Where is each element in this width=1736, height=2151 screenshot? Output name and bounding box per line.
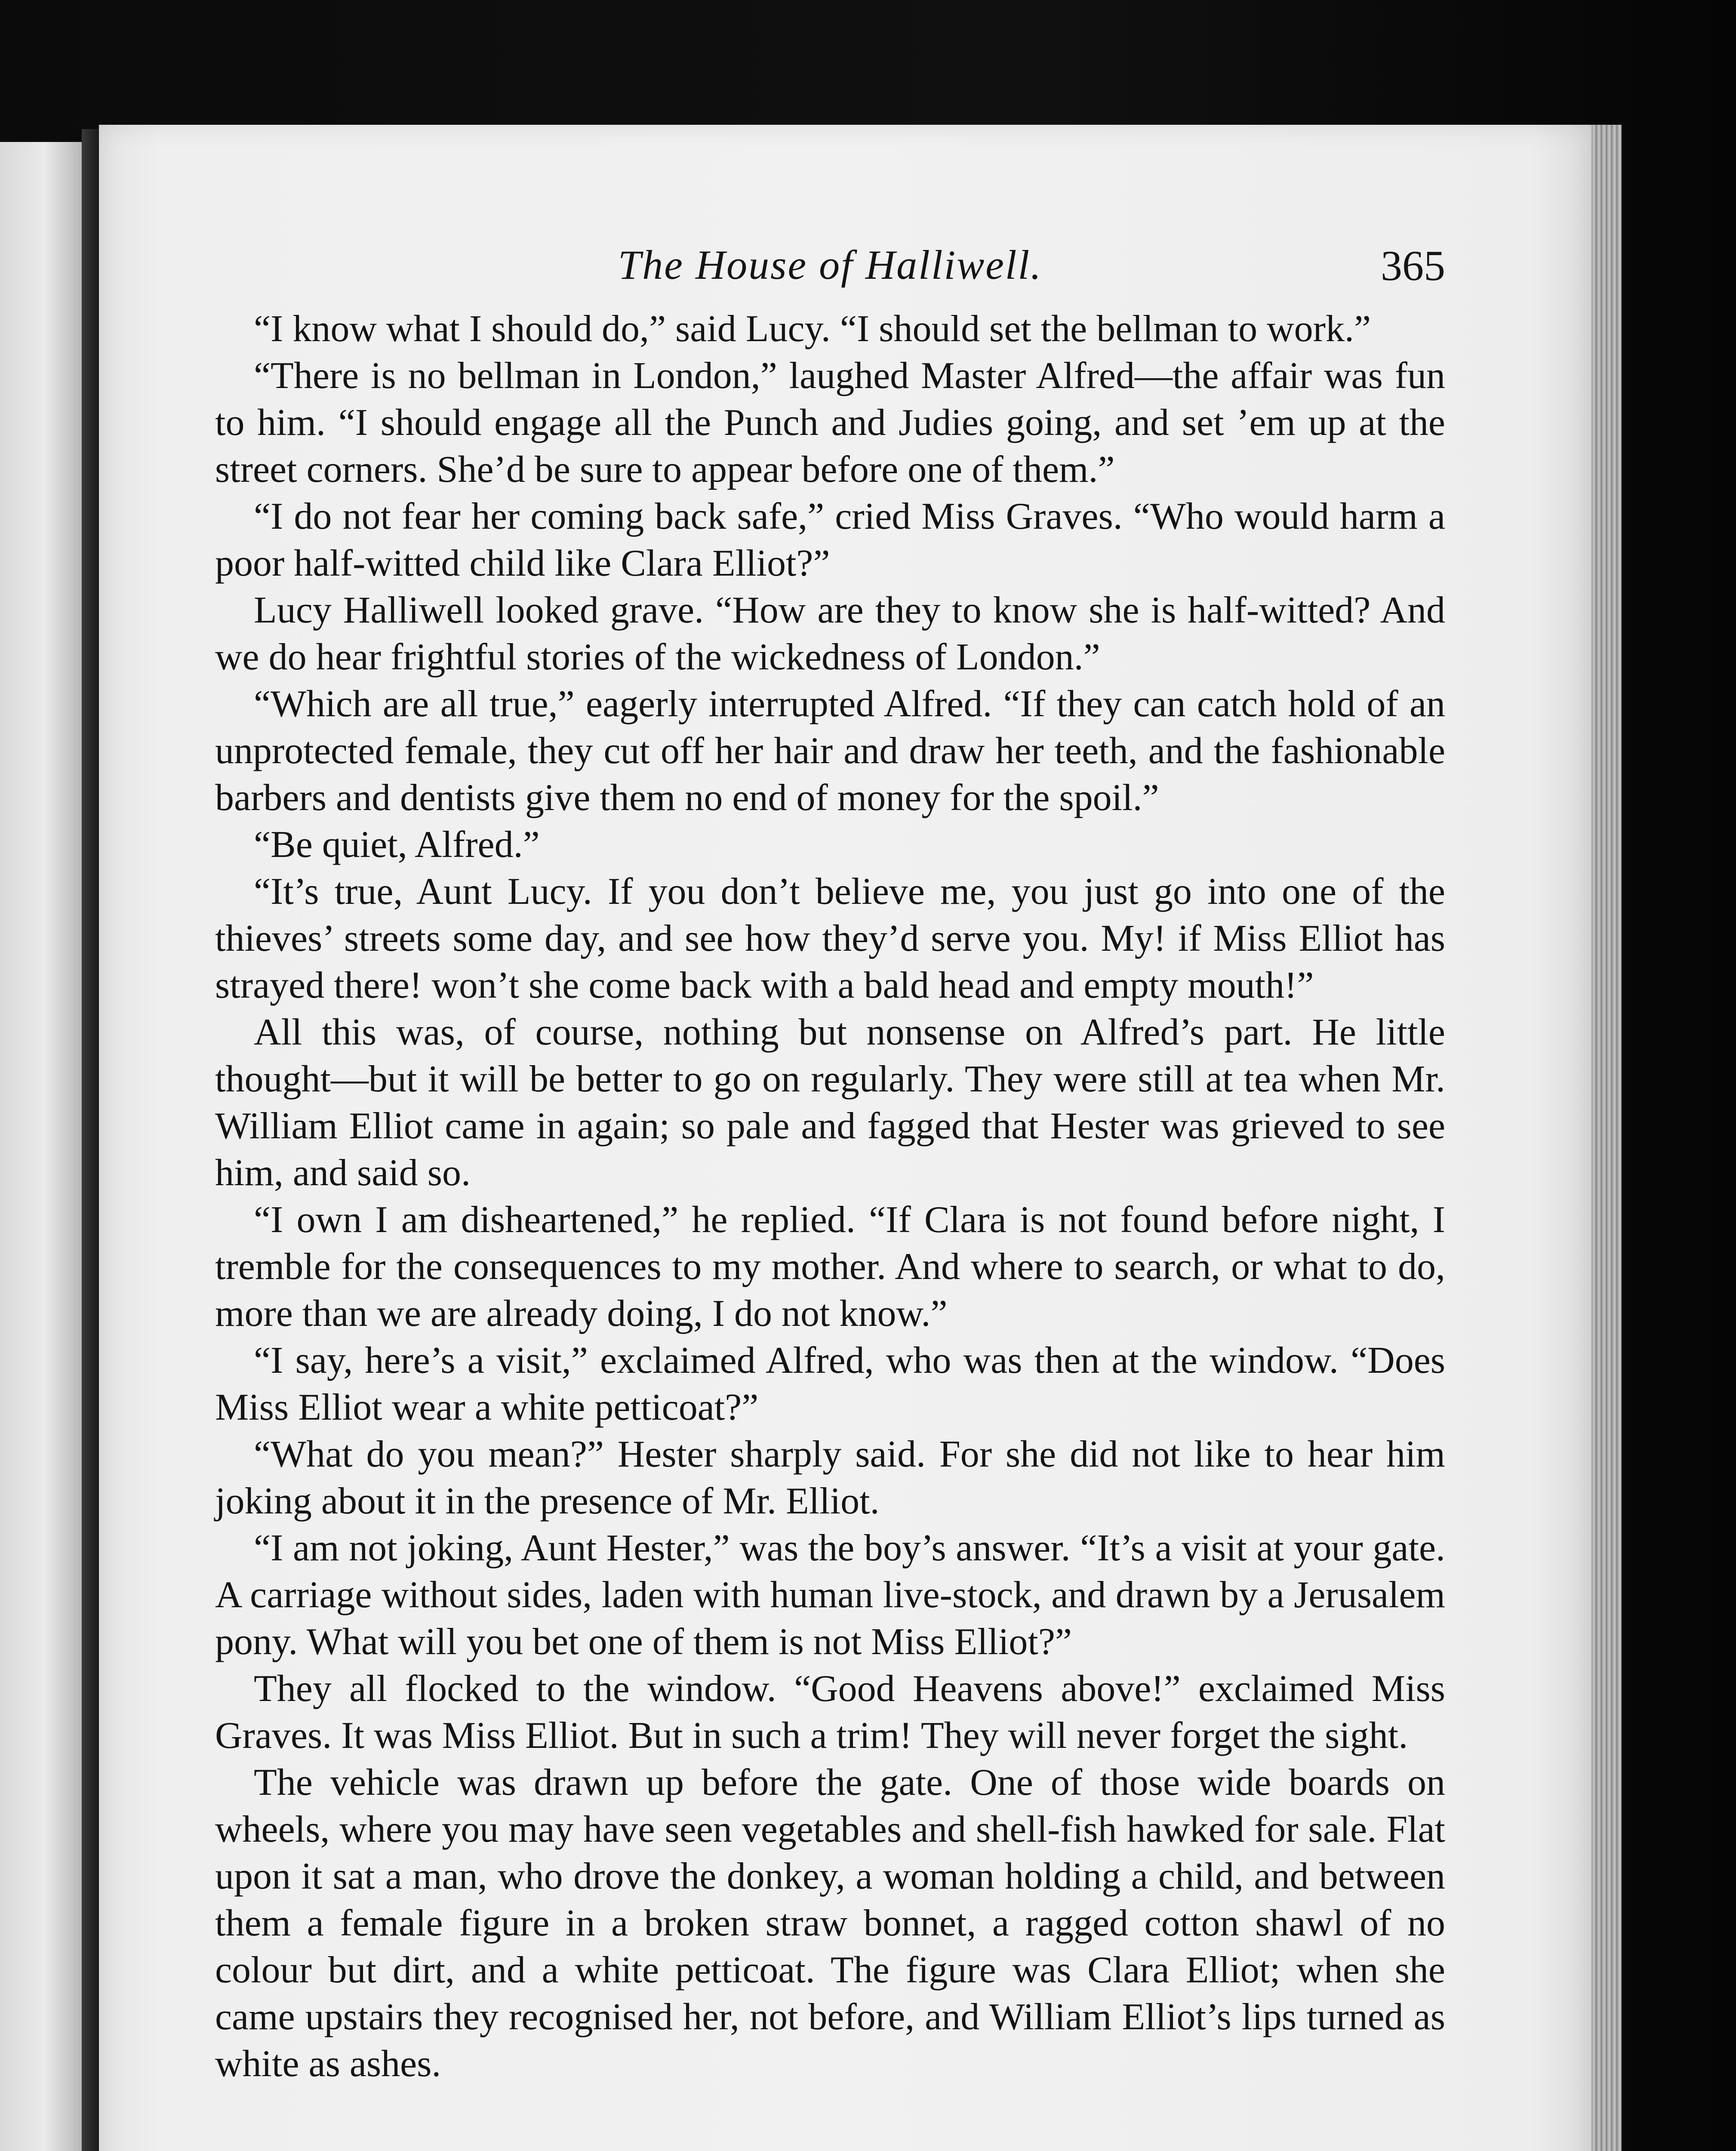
paragraph: Lucy Halliwell looked grave. “How are they to know she is half-witted? And we do hear frightful stories of the wickedness of London.” (215, 589, 1445, 678)
paragraph: “Which are all true,” eagerly interrupted Alfred. “If they can catch hold of an unprotected female, they cut off her hair and draw her teeth, and the fashionable barbers and dentists give them no end of money for the spoil.” (215, 683, 1445, 819)
page-stack-edge (1591, 125, 1622, 2151)
paragraph: “What do you mean?” Hester sharply said. For she did not like to hear him joking about it in the presence of Mr. Elliot. (215, 1433, 1445, 1522)
paragraph: “There is no bellman in London,” laughed Master Alfred—the affair was fun to him. “I should engage all the Punch and Judies going, and set ’em up at the street corners. She’d be sure to appear before one of them.” (215, 355, 1445, 490)
book-gutter (82, 129, 99, 2151)
paragraph: “I say, here’s a visit,” exclaimed Alfred, who was then at the window. “Does Miss Elliot wear a white petticoat?” (215, 1340, 1445, 1428)
paragraph: “Be quiet, Alfred.” (254, 824, 540, 866)
paragraph: The vehicle was drawn up before the gate. One of those wide boards on wheels, where you may have seen vegetables and shell-fish hawked for sale. Flat upon it sat a man, who drove the donkey, a woman holding a child, and between them a female figure in a broken straw bonnet, a ragged cotton shawl of no colour but dirt, and a white petticoat. The figure was Clara Elliot; when she came upstairs they recognised her, not before, and William Elliot’s lips turned as white as ashes. (215, 1762, 1445, 2085)
paragraph: “I own I am disheartened,” he replied. “If Clara is not found before night, I tremble for the consequences to my mother. And where to search, or what to do, more than we are already doing, I do not know.” (215, 1199, 1445, 1334)
left-page-edge (0, 142, 85, 2151)
book-page (99, 125, 1591, 2151)
paragraph: “I am not joking, Aunt Hester,” was the boy’s answer. “It’s a visit at your gate. A carriage without sides, laden with human live-stock, and drawn by a Jerusalem pony. What will you bet one of them is not Miss Elliot?” (215, 1527, 1445, 1663)
running-title: The House of Halliwell. (618, 242, 1043, 288)
text-block (215, 237, 1445, 2087)
running-head (215, 237, 1445, 305)
paragraph: They all flocked to the window. “Good Heavens above!” exclaimed Miss Graves. It was Miss Elliot. But in such a trim! They will never forget the sight. (215, 1668, 1445, 1757)
page-number: 365 (1381, 242, 1445, 290)
paragraph: All this was, of course, nothing but nonsense on Alfred’s part. He little thought—but it will be better to go on regularly. They were still at tea when Mr. William Elliot came in again; so pale and fagged that Hester was grieved to see him, and said so. (215, 1011, 1445, 1194)
paragraph: “I know what I should do,” said Lucy. “I should set the bellman to work.” (254, 308, 1371, 350)
paragraph: “It’s true, Aunt Lucy. If you don’t believe me, you just go into one of the thieves’ streets some day, and see how they’d serve you. My! if Miss Elliot has strayed there! won’t she come back with a bald head and empty mouth!” (215, 871, 1445, 1006)
paragraph: “I do not fear her coming back safe,” cried Miss Graves. “Who would harm a poor half-witted child like Clara Elliot?” (215, 496, 1445, 584)
